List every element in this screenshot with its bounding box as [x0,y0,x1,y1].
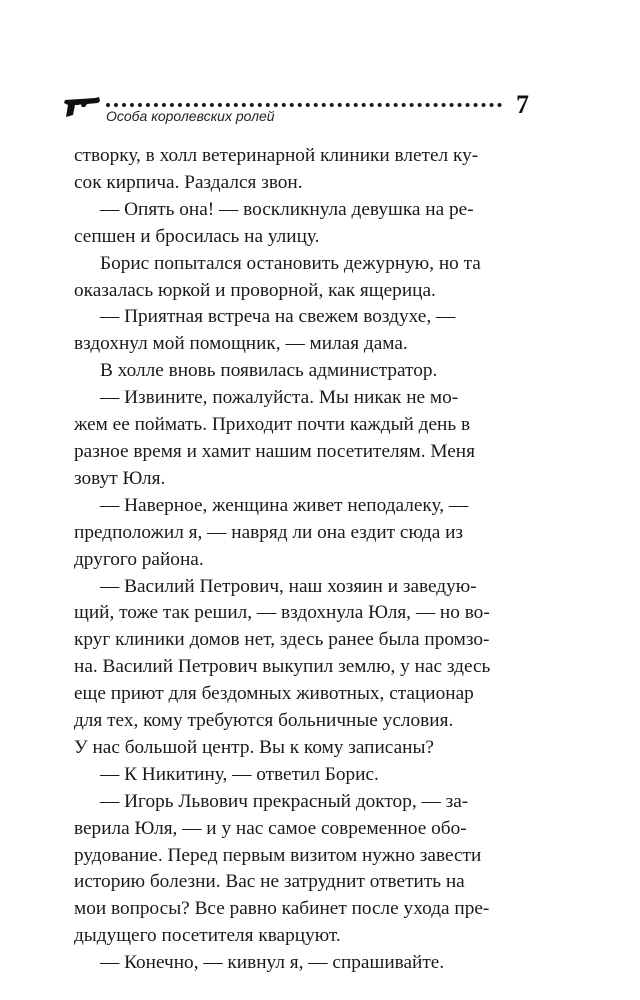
paragraph: — К Никитину, — ответил Борис. [100,763,379,785]
paragraph: створку, в холл ветеринарной клиники влетел ку- сок кирпича. Раздался звон. [74,145,479,193]
paragraph: — Наверное, женщина живет неподалеку, — предположил я, — навряд ли она ездит сюда из другого района. [74,494,469,570]
revolver-icon [62,94,102,120]
paragraph: Борис попытался остановить дежурную, но та оказалась юркой и проворной, как ящерица. [74,252,481,301]
paragraph: В холле вновь появилась администратор. [100,360,438,382]
text-body [74,143,546,977]
paragraph: — Игорь Львович прекрасный доктор, — за- верила Юля, — и у нас самое современное обо- рудование. Перед первым визитом нужно завести историю болезни. Вас не затруднит ответить на мои вопросы? Все равно кабинет после ухода пре- дыдущего посетителя кварцуют. [74,790,490,947]
paragraph: — Конечно, — кивнул я, — спрашивайте. [100,952,445,974]
running-head [62,90,532,128]
dot-leader [106,103,502,107]
book-title: Особа королевских ролей [106,108,275,124]
page-number: 7 [516,90,529,119]
paragraph: — Василий Петрович, наш хозяин и заведую- щий, тоже так решил, — вздохнула Юля, — но во- круг клиники домов нет, здесь ранее была промзо- на. Василий Петрович выкупил землю, у нас здесь еще приют для бездомных животных, стационар для тех, кому требуются больничные условия. У нас большой центр. Вы к кому записаны? [74,575,491,758]
paragraph: — Опять она! — воскликнула девушка на ре- сепшен и бросилась на улицу. [74,198,474,247]
paragraph: — Приятная встреча на свежем воздухе, — вздохнул мой помощник, — милая дама. [74,306,456,355]
paragraph: — Извините, пожалуйста. Мы никак не мо- жем ее поймать. Приходит почти каждый день в разное время и хамит нашим посетителям. Меня зовут Юля. [74,387,475,489]
